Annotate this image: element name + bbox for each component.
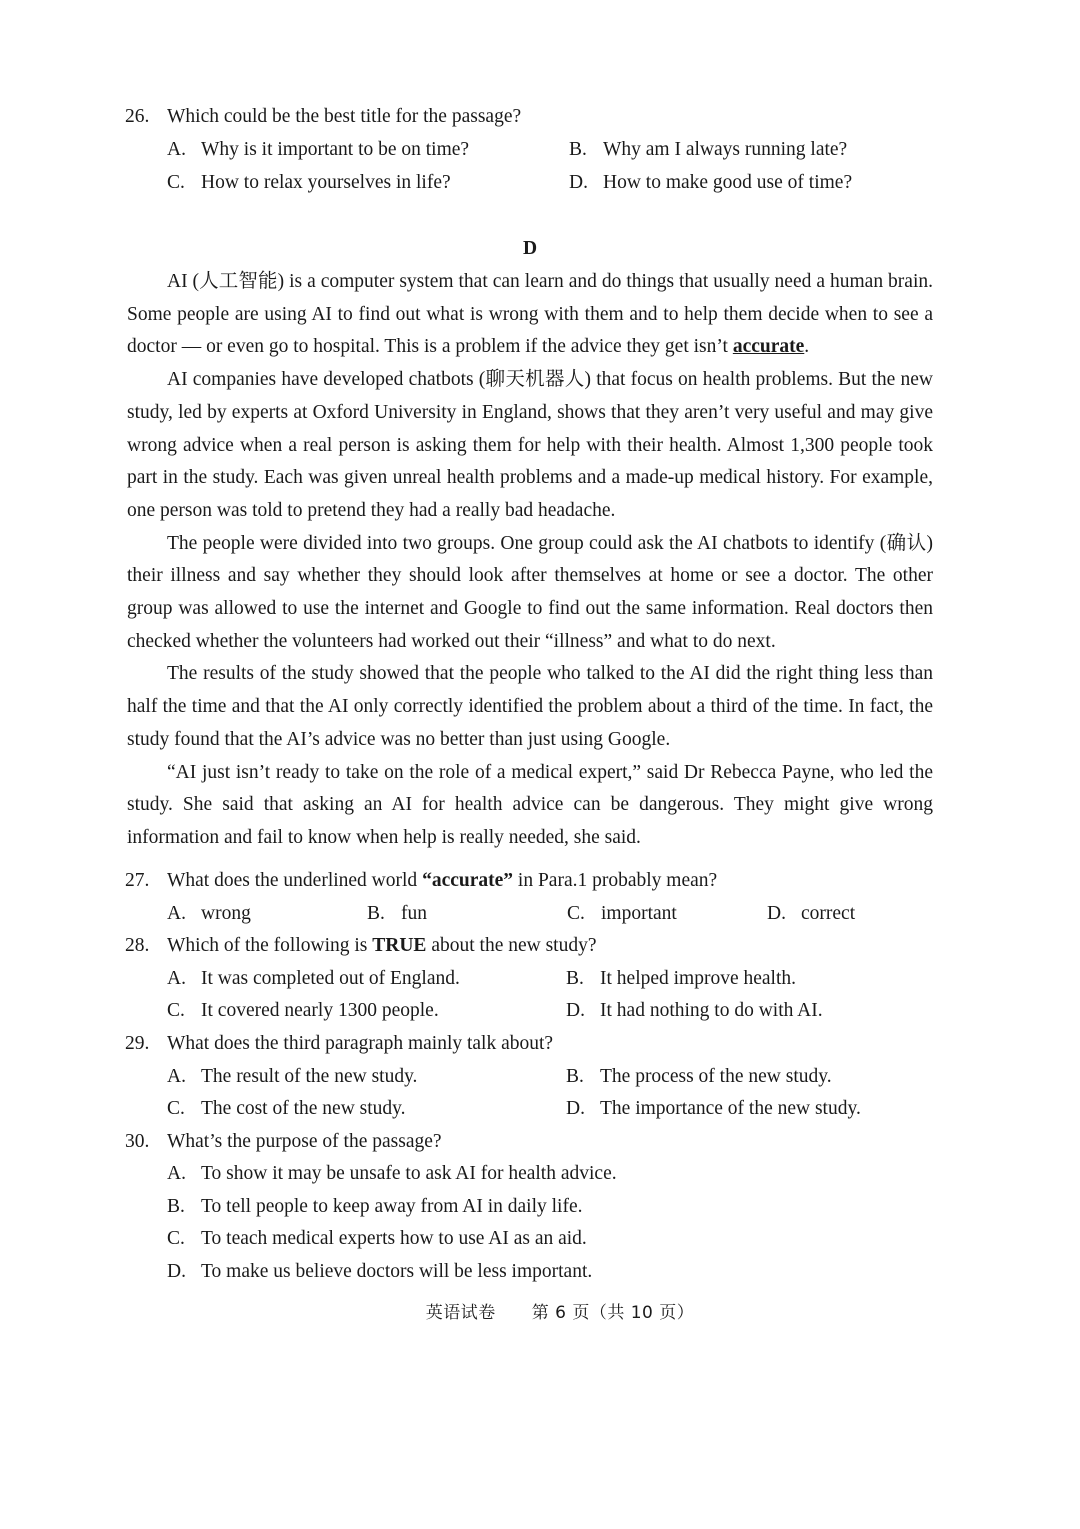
q30-option-b: B. To tell people to keep away from AI in daily life.: [167, 1196, 583, 1217]
paragraph-5: “AI just isn’t ready to take on the role of a medical expert,” said Dr Rebecca Payne, who led the study. She said that asking an AI for health advice can be dangerous. They might give wrong information and fail to know when help is really needed, she said.: [127, 761, 933, 848]
question-number: 29.: [125, 1033, 150, 1054]
q26-option-b: B. Why am I always running late?: [569, 139, 848, 160]
q26-option-a: A. Why is it important to be on time?: [167, 139, 470, 160]
paragraph-3: The people were divided into two groups. One group could ask the AI chatbots to identify (确认) their illness and say whether they should look after themselves at home or see a doctor. The other group was allowed to use the internet and Google to find out the same information. Real doctors then checked whether the volunteers had worked out their “illness” and what to do next.: [127, 532, 933, 652]
question-text: What’s the purpose of the passage?: [167, 1131, 442, 1152]
question-29-stem: [125, 1033, 553, 1055]
q28-option-d: D. It had nothing to do with AI.: [566, 1000, 823, 1021]
q27-option-d: D. correct: [767, 903, 856, 924]
q29-option-b: B. The process of the new study.: [566, 1066, 832, 1087]
question-number: 28.: [125, 935, 150, 956]
q28-option-b: B. It helped improve health.: [566, 968, 797, 989]
question-number: 27.: [125, 870, 150, 891]
question-number: 30.: [125, 1131, 150, 1152]
q30-option-a: A. To show it may be unsafe to ask AI for health advice.: [167, 1163, 617, 1184]
q29-option-c: C. The cost of the new study.: [167, 1098, 406, 1119]
exam-subject: 英语试卷: [425, 1303, 496, 1323]
question-27-stem: 27. What does the underlined world “accurate” in Para.1 probably mean?: [125, 870, 718, 891]
underlined-word: accurate: [732, 336, 805, 358]
page-footer: [0, 1298, 1080, 1323]
section-heading: D: [522, 238, 538, 259]
q30-option-c: C. To teach medical experts how to use AI as an aid.: [167, 1228, 587, 1249]
question-text: What does the third paragraph mainly talk about?: [167, 1033, 554, 1054]
question-30-stem: [125, 1131, 442, 1153]
bold-term: TRUE: [372, 935, 427, 956]
paragraph-2: AI companies have developed chatbots (聊天机器人) that focus on health problems. But the new study, led by experts at Oxford University in England, shows that they aren’t very useful and may give wrong advice when a real person is asking them for help with their health. Almost 1,300 people took part in the study. Each was given unreal health problems and a made-up medical history. For example, one person was told to pretend they had a really bad headache.: [127, 369, 933, 521]
q27-option-c: C. important: [567, 903, 677, 924]
bold-term: “accurate”: [422, 870, 514, 891]
question-28-stem: 28. Which of the following is TRUE about the new study?: [125, 935, 597, 956]
q28-option-c: C. It covered nearly 1300 people.: [167, 1000, 439, 1021]
q29-option-d: D. The importance of the new study.: [566, 1098, 861, 1119]
q27-option-b: B. fun: [367, 903, 427, 924]
q29-option-a: A. The result of the new study.: [167, 1066, 418, 1087]
question-number: 26.: [125, 106, 150, 127]
q30-option-d: D. To make us believe doctors will be less important.: [167, 1261, 593, 1282]
question-26-stem: [125, 106, 521, 128]
q26-option-d: D. How to make good use of time?: [569, 172, 853, 193]
q27-option-a: A. wrong: [167, 903, 251, 924]
paragraph-4: The results of the study showed that the people who talked to the AI did the right thing less than half the time and that the AI only correctly identified the problem about a third of the time. In fact, the study found that the AI’s advice was no better than just using Google.: [127, 663, 933, 750]
page-number: 第 6 页（共 10 页）: [531, 1303, 695, 1323]
q28-option-a: A. It was completed out of England.: [167, 968, 460, 989]
reading-passage: [127, 266, 933, 855]
paragraph-1: AI (人工智能) is a computer system that can learn and do things that usually need a human brain. Some people are using AI to find out what is wrong with them and to help them decide when to see a doctor — or even go to hospital. This is a problem if the advice they get isn’t accurate.: [127, 271, 933, 358]
question-text: Which could be the best title for the passage?: [167, 106, 522, 127]
q26-option-c: C. How to relax yourselves in life?: [167, 172, 451, 193]
